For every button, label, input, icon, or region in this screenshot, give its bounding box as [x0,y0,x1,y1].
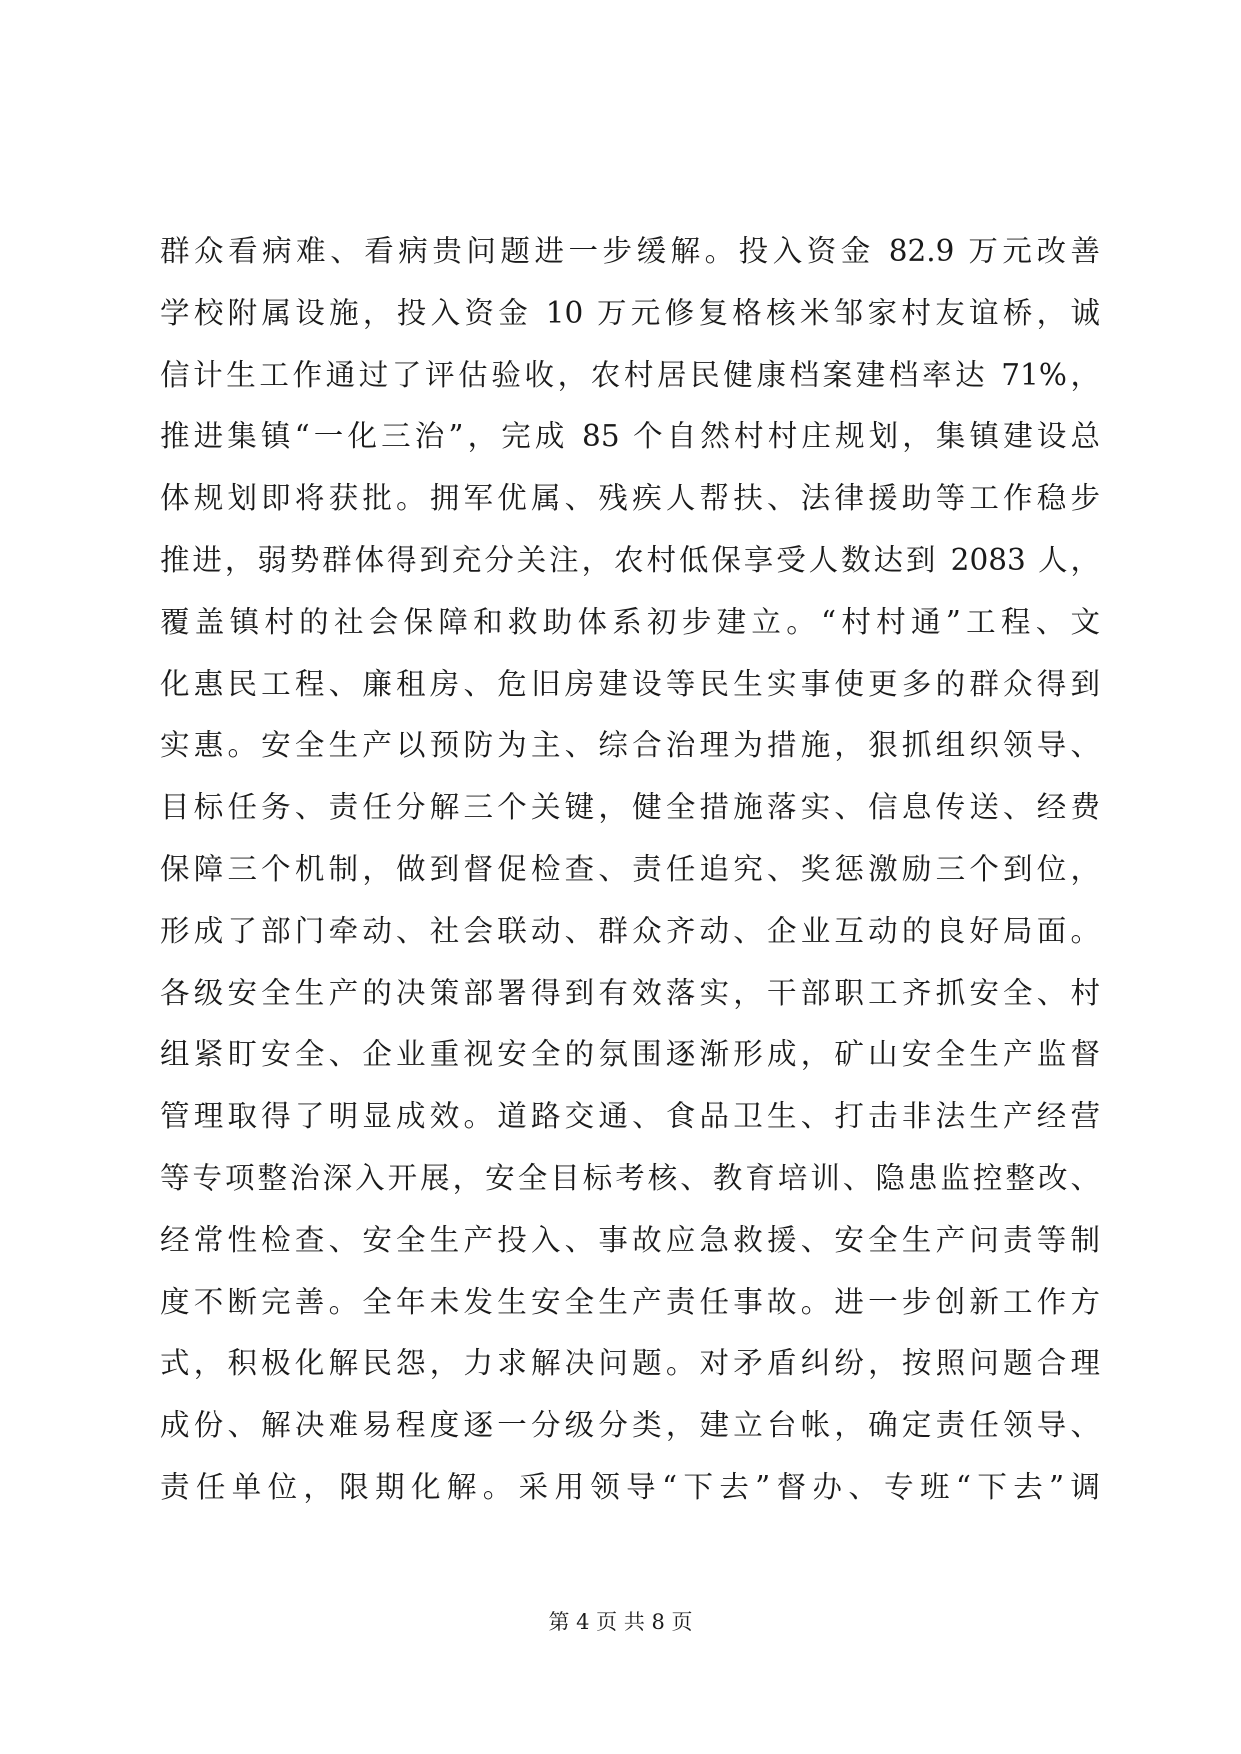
text-line: 等专项整治深入开展，安全目标考核、教育培训、隐患监控整改、 [160,1160,1100,1195]
text-line: 体规划即将获批。拥军优属、残疾人帮扶、法律援助等工作稳步 [160,481,1100,516]
text-line: 群众看病难、看病贵问题进一步缓解。投入资金 82.9 万元改善 [160,234,1100,268]
text-line: 推进集镇“一化三治”，完成 85 个自然村村庄规划，集镇建设总 [160,419,1100,454]
text-line: 各级安全生产的决策部署得到有效落实，干部职工齐抓安全、村 [160,975,1100,1010]
page-number-footer: 第 4 页 共 8 页 [548,1610,693,1634]
text-line: 成份、解决难易程度逐一分级分类，建立台帐，确定责任领导、 [160,1408,1100,1443]
body-text [160,221,1100,1519]
text-line: 保障三个机制，做到督促检查、责任追究、奖惩激励三个到位， [160,851,1100,886]
text-line: 目标任务、责任分解三个关键，健全措施落实、信息传送、经费 [160,790,1100,825]
text-line: 推进，弱势群体得到充分关注，农村低保享受人数达到 2083 人， [160,542,1100,577]
text-line: 化惠民工程、廉租房、危旧房建设等民生实事使更多的群众得到 [160,666,1100,701]
text-line: 管理取得了明显成效。道路交通、食品卫生、打击非法生产经营 [160,1099,1100,1134]
text-line: 经常性检查、安全生产投入、事故应急救援、安全生产问责等制 [160,1222,1100,1257]
text-line: 学校附属设施，投入资金 10 万元修复格核米邹家村友谊桥，诚 [160,295,1100,330]
text-line: 形成了部门牵动、社会联动、群众齐动、企业互动的良好局面。 [160,913,1100,948]
text-line: 信计生工作通过了评估验收，农村居民健康档案建档率达 71%， [160,357,1100,392]
text-line: 责任单位，限期化解。采用领导“下去”督办、专班“下去”调 [160,1469,1100,1504]
text-line: 覆盖镇村的社会保障和救助体系初步建立。“村村通”工程、文 [160,604,1100,639]
text-line: 实惠。安全生产以预防为主、综合治理为措施，狠抓组织领导、 [160,728,1100,763]
text-line: 组紧盯安全、企业重视安全的氛围逐渐形成，矿山安全生产监督 [160,1037,1100,1072]
text-line: 度不断完善。全年未发生安全生产责任事故。进一步创新工作方 [160,1284,1100,1319]
text-line: 式，积极化解民怨，力求解决问题。对矛盾纠纷，按照问题合理 [160,1346,1100,1381]
